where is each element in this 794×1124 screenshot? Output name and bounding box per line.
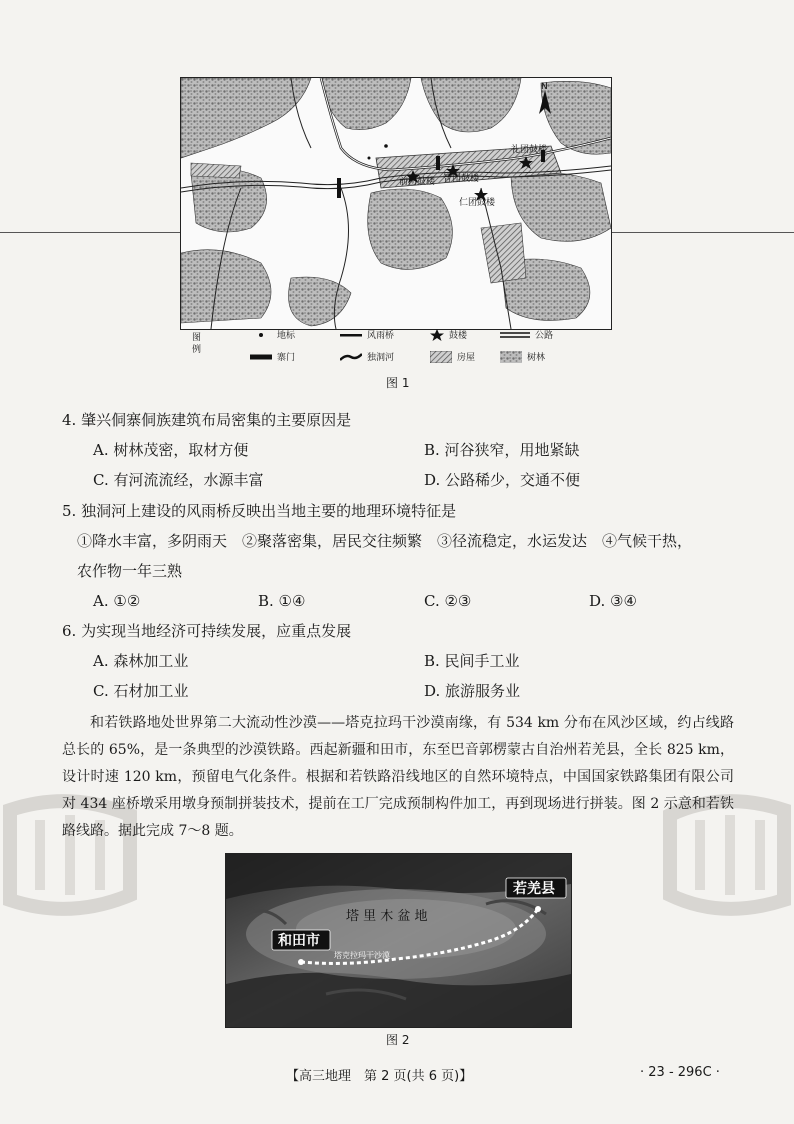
- forest-icon: [500, 351, 522, 363]
- legend-item-bridge: 风雨桥: [340, 328, 394, 341]
- label-taklimakan: 塔克拉玛干沙漠: [334, 951, 390, 960]
- label-tower-benevolence: 仁团鼓楼: [459, 198, 496, 208]
- question-5-stem: 5. 独洞河上建设的风雨桥反映出当地主要的地理环境特征是: [62, 502, 457, 520]
- q6-option-a: A. 森林加工业: [93, 652, 189, 670]
- label-tower-front: 前团鼓楼: [399, 177, 436, 187]
- drum-tower-icon: [430, 329, 444, 341]
- wind-rain-bridge-icon: [340, 330, 362, 340]
- question-4-stem: 4. 肇兴侗寨侗族建筑布局密集的主要原因是: [62, 411, 352, 429]
- legend-item-river: 独洞河: [340, 350, 394, 363]
- q6-option-c: C. 石材加工业: [93, 682, 189, 700]
- label-tarim-basin: 塔 里 木 盆 地: [346, 909, 428, 924]
- river-icon: [340, 352, 362, 362]
- legend-item-forest: 树林: [500, 350, 545, 363]
- legend-item-road: 公路: [500, 328, 553, 341]
- q4-option-d: D. 公路稀少，交通不便: [424, 471, 581, 489]
- q4-option-a: A. 树林茂密，取材方便: [93, 441, 249, 459]
- legend-item-landmark: 地标: [250, 328, 295, 341]
- q5-option-c: C. ②③: [424, 592, 472, 610]
- q5-option-a: A. ①②: [93, 592, 141, 610]
- passage-text: 和若铁路地处世界第二大流动性沙漠——塔克拉玛干沙漠南缘，有 534 km 分布在风沙区域，约占线路总长的 65%，是一条典型的沙漠铁路。西起新疆和田市，东至巴音郭楞蒙古自治州若羌县，全长 825 km，设计时速 120 km，预留电气化条件。根据和若铁路沿线地区的自然环境特点，中国国家铁路集团有限公司对 434 座桥墩采用墩身预制拼装技术，提前在工厂完成预制构件加工，再到现场进行拼装。图 2 示意和若铁路线路。据此完成 7～8 题。: [62, 715, 734, 839]
- hotan-marker: [298, 959, 304, 965]
- question-5-statements-cont: 农作物一年三熟: [77, 562, 183, 580]
- village-map-drawing: [181, 78, 611, 329]
- q6-option-d: D. 旅游服务业: [424, 682, 521, 700]
- label-hotan: 和田市: [278, 933, 320, 949]
- q4-option-b: B. 河谷狭窄，用地紧缺: [424, 441, 580, 459]
- paper-code: · 23 - 296C ·: [640, 1065, 720, 1080]
- label-tower-ren: 礼团鼓楼: [511, 145, 548, 155]
- question-6-stem: 6. 为实现当地经济可持续发展，应重点发展: [62, 622, 352, 640]
- figure2-caption: 图 2: [386, 1033, 410, 1047]
- house-icon: [430, 351, 452, 363]
- figure1-caption: 图 1: [386, 376, 410, 390]
- q4-option-c: C. 有河流流经，水源丰富: [93, 471, 264, 489]
- label-tower-wisdom: 智团鼓楼: [443, 174, 480, 184]
- road-icon: [500, 330, 530, 340]
- label-ruoqiang: 若羌县: [513, 881, 555, 897]
- forest-areas: [181, 78, 611, 326]
- railway-map-drawing: [226, 854, 571, 1027]
- village-map: [180, 77, 612, 330]
- q5-option-d: D. ③④: [589, 592, 637, 610]
- page-footer: 【高三地理 第 2 页(共 6 页)】: [286, 1069, 473, 1084]
- legend-item-drum-tower: 鼓楼: [430, 328, 467, 341]
- q6-option-b: B. 民间手工业: [424, 652, 520, 670]
- village-gate-icon: [250, 352, 272, 362]
- map-legend: [180, 326, 610, 370]
- north-label: N: [541, 82, 548, 92]
- question-5-statements: ①降水丰富，多阴雨天 ②聚落密集，居民交往频繁 ③径流稳定，水运发达 ④气候干热，: [77, 532, 693, 550]
- legend-item-house: 房屋: [430, 350, 475, 363]
- railway-map: [225, 853, 572, 1028]
- dot-icon: [250, 330, 272, 340]
- legend-item-gate: 寨门: [250, 350, 295, 363]
- q5-option-b: B. ①④: [258, 592, 306, 610]
- ruoqiang-marker: [535, 906, 541, 912]
- legend-title: 图例: [192, 333, 202, 355]
